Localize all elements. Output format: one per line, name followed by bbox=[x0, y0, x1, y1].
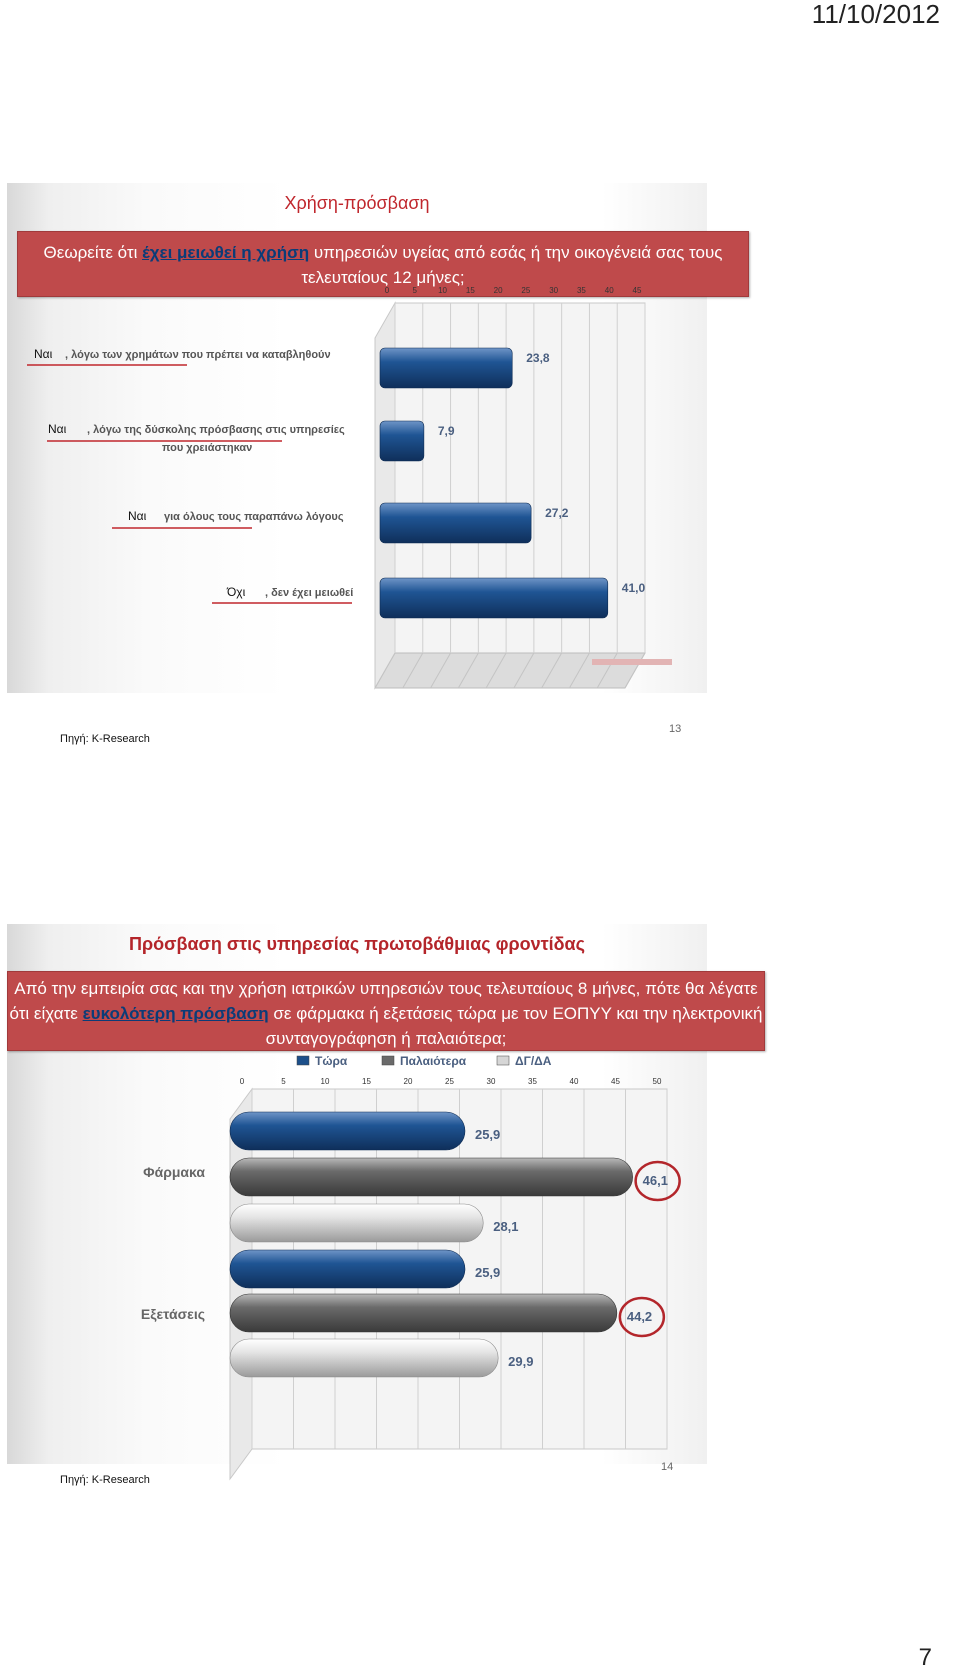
bar bbox=[380, 421, 424, 461]
question-text-end: σε φάρμακα ή εξετάσεις τώρα με τον ΕΟΠΥΥ και την ηλεκτρονική συνταγογράφηση ή παλαιότερα; bbox=[265, 1004, 763, 1048]
category-label: , λόγω της δύσκολης πρόσβασης στις υπηρεσίες bbox=[87, 424, 345, 436]
category-label: , λόγω των χρημάτων που πρέπει να καταβληθούν bbox=[65, 349, 331, 361]
category-label: Εξετάσεις bbox=[140, 1306, 205, 1322]
x-tick-label: 45 bbox=[632, 286, 642, 295]
data-label: 27,2 bbox=[545, 506, 569, 520]
bar bbox=[230, 1339, 498, 1377]
x-tick-label: 50 bbox=[652, 1077, 662, 1086]
data-label: 44,2 bbox=[626, 1309, 653, 1324]
x-tick-label: 30 bbox=[549, 286, 559, 295]
slide-number: 13 bbox=[669, 723, 682, 735]
legend-swatch bbox=[297, 1056, 309, 1065]
header-date: 11/10/2012 bbox=[811, 0, 940, 29]
x-tick-label: 10 bbox=[320, 1077, 330, 1086]
slide-number: 14 bbox=[661, 1461, 674, 1473]
bar bbox=[230, 1250, 465, 1288]
slide-title: Πρόσβαση στις υπηρεσίας πρωτοβάθμιας φροντίδας bbox=[129, 934, 585, 954]
x-tick-label: 35 bbox=[528, 1077, 537, 1086]
data-label: 7,9 bbox=[437, 424, 455, 438]
bar bbox=[380, 578, 608, 618]
data-label: 23,8 bbox=[526, 351, 550, 365]
data-label: 25,9 bbox=[474, 1127, 501, 1142]
question-box bbox=[7, 971, 765, 1051]
bar bbox=[380, 503, 531, 543]
bar bbox=[230, 1158, 633, 1196]
bar bbox=[230, 1204, 483, 1242]
data-label: 29,9 bbox=[508, 1354, 534, 1369]
data-label: 46,1 bbox=[642, 1173, 668, 1188]
x-tick-label: 15 bbox=[362, 1077, 371, 1086]
category-prefix: Όχι bbox=[227, 585, 246, 599]
bar bbox=[230, 1294, 617, 1332]
x-tick-label: 0 bbox=[239, 1077, 245, 1086]
x-tick-label: 40 bbox=[569, 1077, 579, 1086]
x-tick-label: 30 bbox=[486, 1077, 496, 1086]
page-number: 7 bbox=[918, 1644, 932, 1671]
x-tick-label: 20 bbox=[403, 1077, 413, 1086]
x-tick-label: 25 bbox=[521, 286, 531, 295]
data-label: 28,1 bbox=[493, 1219, 519, 1234]
data-label: 41,0 bbox=[621, 581, 646, 595]
x-tick-label: 45 bbox=[611, 1077, 620, 1086]
x-tick-label: 15 bbox=[465, 286, 475, 295]
legend-swatch bbox=[497, 1056, 509, 1065]
x-tick-label: 35 bbox=[576, 286, 586, 295]
category-label: Φάρμακα bbox=[143, 1164, 205, 1180]
x-tick-label: 25 bbox=[445, 1077, 454, 1086]
legend-swatch bbox=[382, 1056, 394, 1065]
category-prefix: Ναι bbox=[34, 347, 53, 361]
category-label: για όλους τους παραπάνω λόγους bbox=[164, 511, 344, 523]
source-label: Πηγή: K-Research bbox=[60, 1474, 150, 1486]
x-tick-label: 0 bbox=[384, 286, 390, 295]
logo-strip bbox=[592, 659, 672, 665]
slide-14 bbox=[7, 924, 763, 1486]
bar-chart-reduced-use bbox=[7, 286, 707, 693]
source-label: Πηγή: K-Research bbox=[60, 733, 150, 745]
data-label: 25,9 bbox=[474, 1265, 501, 1280]
x-tick-label: 40 bbox=[604, 286, 614, 295]
legend-label: Τώρα bbox=[315, 1054, 348, 1068]
slide-13 bbox=[7, 183, 723, 745]
category-label: που χρειάστηκαν bbox=[162, 442, 253, 454]
bar bbox=[230, 1112, 465, 1150]
slide-title: Χρήση-πρόσβαση bbox=[284, 193, 430, 213]
x-tick-label: 10 bbox=[438, 286, 448, 295]
x-tick-label: 5 bbox=[412, 286, 418, 295]
category-label: , δεν έχει μειωθεί bbox=[265, 587, 354, 599]
question-highlight: έχει μειωθεί η χρήση bbox=[142, 243, 310, 262]
question-text-start: Θεωρείτε ότι bbox=[43, 243, 143, 262]
chart-floor bbox=[375, 653, 645, 688]
legend-label: ΔΓ/ΔΑ bbox=[515, 1054, 552, 1068]
legend-label: Παλαιότερα bbox=[400, 1054, 467, 1068]
bar bbox=[380, 348, 512, 388]
category-prefix: Ναι bbox=[48, 422, 67, 436]
bar-chart-access bbox=[7, 1054, 707, 1464]
question-text-start: Από την εμπειρία σας και την χρήση ιατρικών υπηρεσιών τους τελευταίους 8 μήνες, πότε θα λέγατε ότι είχατε bbox=[9, 979, 758, 1023]
category-prefix: Ναι bbox=[128, 509, 147, 523]
question-highlight: ευκολότερη πρόσβαση bbox=[82, 1004, 269, 1023]
x-tick-label: 5 bbox=[281, 1077, 286, 1086]
question-text-end: υπηρεσιών υγείας από εσάς ή την οικογένειά σας τους τελευταίους 12 μήνες; bbox=[301, 243, 723, 287]
x-tick-label: 20 bbox=[493, 286, 503, 295]
